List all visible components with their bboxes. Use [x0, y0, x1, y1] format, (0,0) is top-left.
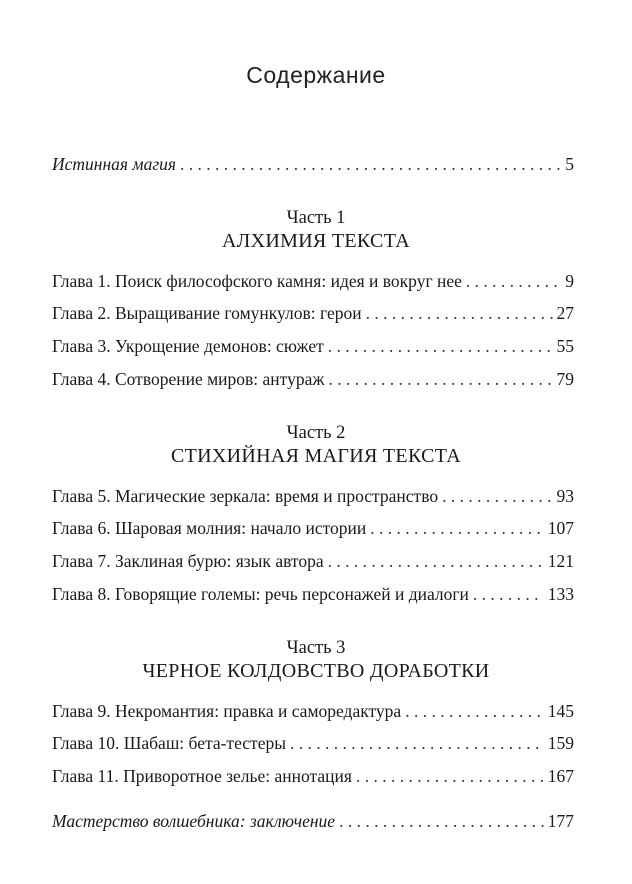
toc-entry-page: 79	[556, 369, 574, 389]
toc-entry-label: Глава 9. Некромантия: правка и саморедактура	[52, 701, 402, 721]
toc-entry-chapter-4[interactable]	[52, 368, 574, 390]
toc-entry-page: 27	[556, 303, 574, 323]
toc-entry-chapter-5[interactable]	[52, 485, 574, 507]
toc-entry-chapter-3[interactable]	[52, 335, 574, 357]
toc-leader-dots	[328, 368, 552, 390]
part-title: ЧЕРНОЕ КОЛДОВСТВО ДОРАБОТКИ	[142, 660, 490, 682]
toc-entry-label: Глава 11. Приворотное зелье: аннотация	[52, 766, 352, 786]
toc-entry-page: 177	[547, 811, 574, 831]
toc-leader-dots	[356, 765, 544, 787]
toc-entry-chapter-9[interactable]	[52, 700, 574, 722]
toc-leader-dots	[290, 732, 544, 754]
toc-entry-page: 159	[547, 733, 574, 753]
toc-entry-page: 9	[565, 271, 574, 291]
toc-entry-page: 167	[547, 766, 574, 786]
toc-entry-label: Глава 4. Сотворение миров: антураж	[52, 369, 325, 389]
toc-entry-page: 55	[556, 336, 574, 356]
toc-entry-label: Глава 6. Шаровая молния: начало истории	[52, 518, 367, 538]
toc-entry-label: Глава 2. Выращивание гомункулов: герои	[52, 303, 362, 323]
toc-leader-dots	[473, 583, 544, 605]
toc-entry-chapter-10[interactable]	[52, 732, 574, 754]
part-title: СТИХИЙНАЯ МАГИЯ ТЕКСТА	[170, 445, 461, 467]
toc-leader-dots	[442, 485, 552, 507]
toc-leader-dots	[405, 700, 544, 722]
toc-entry-chapter-1[interactable]	[52, 270, 574, 292]
toc-leader-dots	[339, 810, 544, 832]
toc-leader-dots	[328, 335, 553, 357]
toc-entry-label: Мастерство волшебника: заключение	[52, 811, 336, 831]
toc-entry-label: Глава 8. Говорящие големы: речь персонажей и диалоги	[52, 584, 469, 604]
page-title: Содержание	[246, 62, 386, 88]
toc-entry-page: 93	[556, 486, 574, 506]
toc-entry-label: Истинная магия	[52, 154, 177, 174]
toc-leader-dots	[366, 302, 553, 324]
toc-entry-intro[interactable]	[52, 153, 574, 175]
toc-entry-chapter-2[interactable]	[52, 302, 574, 324]
toc-entry-chapter-7[interactable]	[52, 550, 574, 572]
toc-leader-dots	[180, 153, 561, 175]
toc-leader-dots	[466, 270, 561, 292]
toc-entry-page: 121	[547, 551, 574, 571]
toc-entry-page: 145	[547, 701, 574, 721]
toc-entry-chapter-6[interactable]	[52, 517, 574, 539]
toc-entry-label: Глава 3. Укрощение демонов: сюжет	[52, 336, 324, 356]
toc-entry-page: 107	[547, 518, 574, 538]
part-heading: Часть 1	[286, 208, 346, 228]
toc-entry-label: Глава 1. Поиск философского камня: идея и вокруг нее	[52, 271, 462, 291]
toc-entry-label: Глава 10. Шабаш: бета-тестеры	[52, 733, 286, 753]
part-title: АЛХИМИЯ ТЕКСТА	[222, 230, 410, 252]
toc-entry-chapter-11[interactable]	[52, 765, 574, 787]
toc-leader-dots	[370, 517, 543, 539]
toc-entry-chapter-8[interactable]	[52, 583, 574, 605]
toc-entry-page: 5	[565, 154, 574, 174]
part-heading: Часть 3	[286, 638, 346, 658]
part-heading: Часть 2	[286, 423, 346, 443]
toc-entry-label: Глава 7. Заклиная бурю: язык автора	[52, 551, 324, 571]
toc-entry-conclusion[interactable]	[52, 810, 574, 832]
toc-entry-page: 133	[547, 584, 574, 604]
toc-entry-label: Глава 5. Магические зеркала: время и пространство	[52, 486, 439, 506]
toc-leader-dots	[328, 550, 544, 572]
